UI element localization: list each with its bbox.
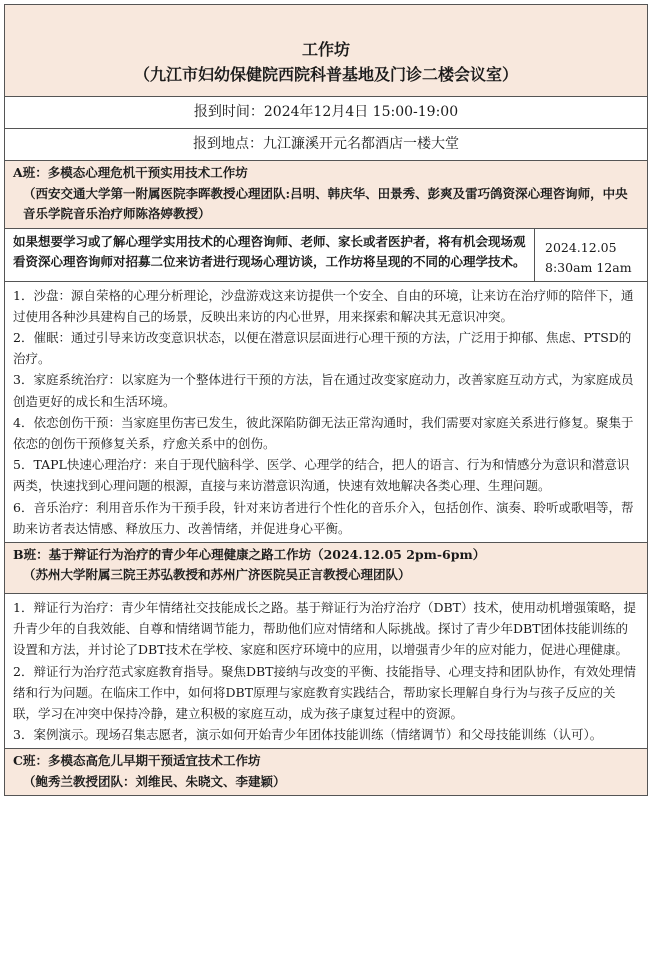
- class-a-intro: 如果想要学习或了解心理学实用技术的心理咨询师、老师、家长或者医护者，将有机会现场观看资深心理咨询师对招募二位来访者进行现场心理访谈，工作坊将呈现的不同的心理学技术。: [5, 229, 535, 281]
- list-item: 4．依恋创伤干预：当家庭里伤害已发生，彼此深陷防御无法正常沟通时，我们需要对家庭关系进行修复。聚集于依恋的创伤干预修复关系，疗愈关系中的创伤。: [13, 414, 634, 451]
- class-b-content: [5, 594, 647, 749]
- class-a-schedule: [535, 229, 647, 281]
- class-a-title: A班：多模态心理危机干预实用技术工作坊: [13, 165, 248, 180]
- list-item: 3．家庭系统治疗：以家庭为一个整体进行干预的方法，旨在通过改变家庭动力，改善家庭互动方式，为家庭成员创造更好的成长和生活环境。: [13, 372, 634, 409]
- class-a-header: [5, 161, 647, 229]
- class-a-date: 2024.12.05: [545, 239, 617, 255]
- class-b-title: B班：基于辩证行为治疗的青少年心理健康之路工作坊（2024.12.05 2pm-6pm）: [13, 546, 486, 562]
- page-title: 工作坊: [301, 40, 350, 59]
- list-item: 6．音乐治疗：利用音乐作为干预手段，针对来访者进行个性化的音乐介入，包括创作、演奏、聆听或歌唱等，帮助来访者表达情感、释放压力、改善情绪，并促进身心平衡。: [13, 499, 634, 536]
- class-b-header: [5, 543, 647, 594]
- registration-place-row: [5, 129, 647, 161]
- workshop-table: [4, 4, 648, 796]
- list-item: 3．案例演示。现场召集志愿者，演示如何开始青少年团体技能训练（情绪调节）和父母技能训练（认可）。: [13, 727, 603, 743]
- class-b-team: （苏州大学附属三院王苏弘教授和苏州广济医院吴正言教授心理团队）: [23, 567, 411, 583]
- registration-time-row: [5, 97, 647, 129]
- workshop-header: [5, 5, 647, 97]
- list-item: 2．辩证行为治疗范式家庭教育指导。聚焦DBT接纳与改变的平衡、技能指导、心理支持和团队协作，有效处理情绪和行为问题。在临床工作中，如何将DBT原理与家庭教育实践结合，帮助家长理解自身行为与孩子反应的关联，学习在冲突中保持冷静，建立积极的家庭互动，成为孩子康复过程中的资源。: [13, 663, 637, 721]
- list-item: 2．催眠：通过引导来访改变意识状态，以便在潜意识层面进行心理干预的方法，广泛用于抑郁、焦虑、PTSD的治疗。: [13, 329, 632, 367]
- class-a-team: （西安交通大学第一附属医院李晖教授心理团队:吕明、韩庆华、田景秀、彭爽及雷巧鸽资深心理咨询师，中央音乐学院音乐治疗师陈洛婷教授）: [23, 185, 628, 221]
- class-c-team: （鲍秀兰教授团队：刘维民、朱晓文、李建颖）: [23, 773, 286, 789]
- class-a-time: 8:30am 12am: [545, 260, 632, 275]
- venue-subtitle: （九江市妇幼保健院西院科普基地及门诊二楼会议室）: [133, 65, 518, 84]
- list-item: 1．辩证行为治疗：青少年情绪社交技能成长之路。基于辩证行为治疗治疗（DBT）技术，使用动机增强策略，提升青少年的自我效能、自尊和情绪调节能力，帮助他们应对情绪和人际挑战。探讨了青少年DBT团体技能训练的设置和方法，并讨论了DBT技术在学校、家庭和医疗环境中的应用，以增强青少年的应对能力，促进心理健康。: [13, 599, 637, 658]
- class-a-content: [5, 282, 647, 543]
- class-a-intro-row: [5, 229, 647, 282]
- list-item: 1．沙盘：源自荣格的心理分析理论，沙盘游戏这来访提供一个安全、自由的环境，让来访在治疗师的陪伴下，通过使用各种沙具建构自己的场景，反映出来访的内心世界，用来探索和解决其无意识冲突。: [13, 287, 634, 324]
- list-item: 5．TAPL快速心理治疗：来自于现代脑科学、医学、心理学的结合，把人的语言、行为和情感分为意识和潜意识两类，快速找到心理问题的根源，直接与来访潜意识沟通，快速有效地解决各类心理、生理问题。: [13, 457, 630, 494]
- class-c-header: [5, 749, 647, 795]
- registration-time: 报到时间：2024年12月4日 15:00-19:00: [193, 104, 459, 120]
- registration-place: 报到地点：九江濂溪开元名都酒店一楼大堂: [193, 136, 459, 152]
- class-c-title: C班：多模态高危儿早期干预适宜技术工作坊: [13, 753, 261, 769]
